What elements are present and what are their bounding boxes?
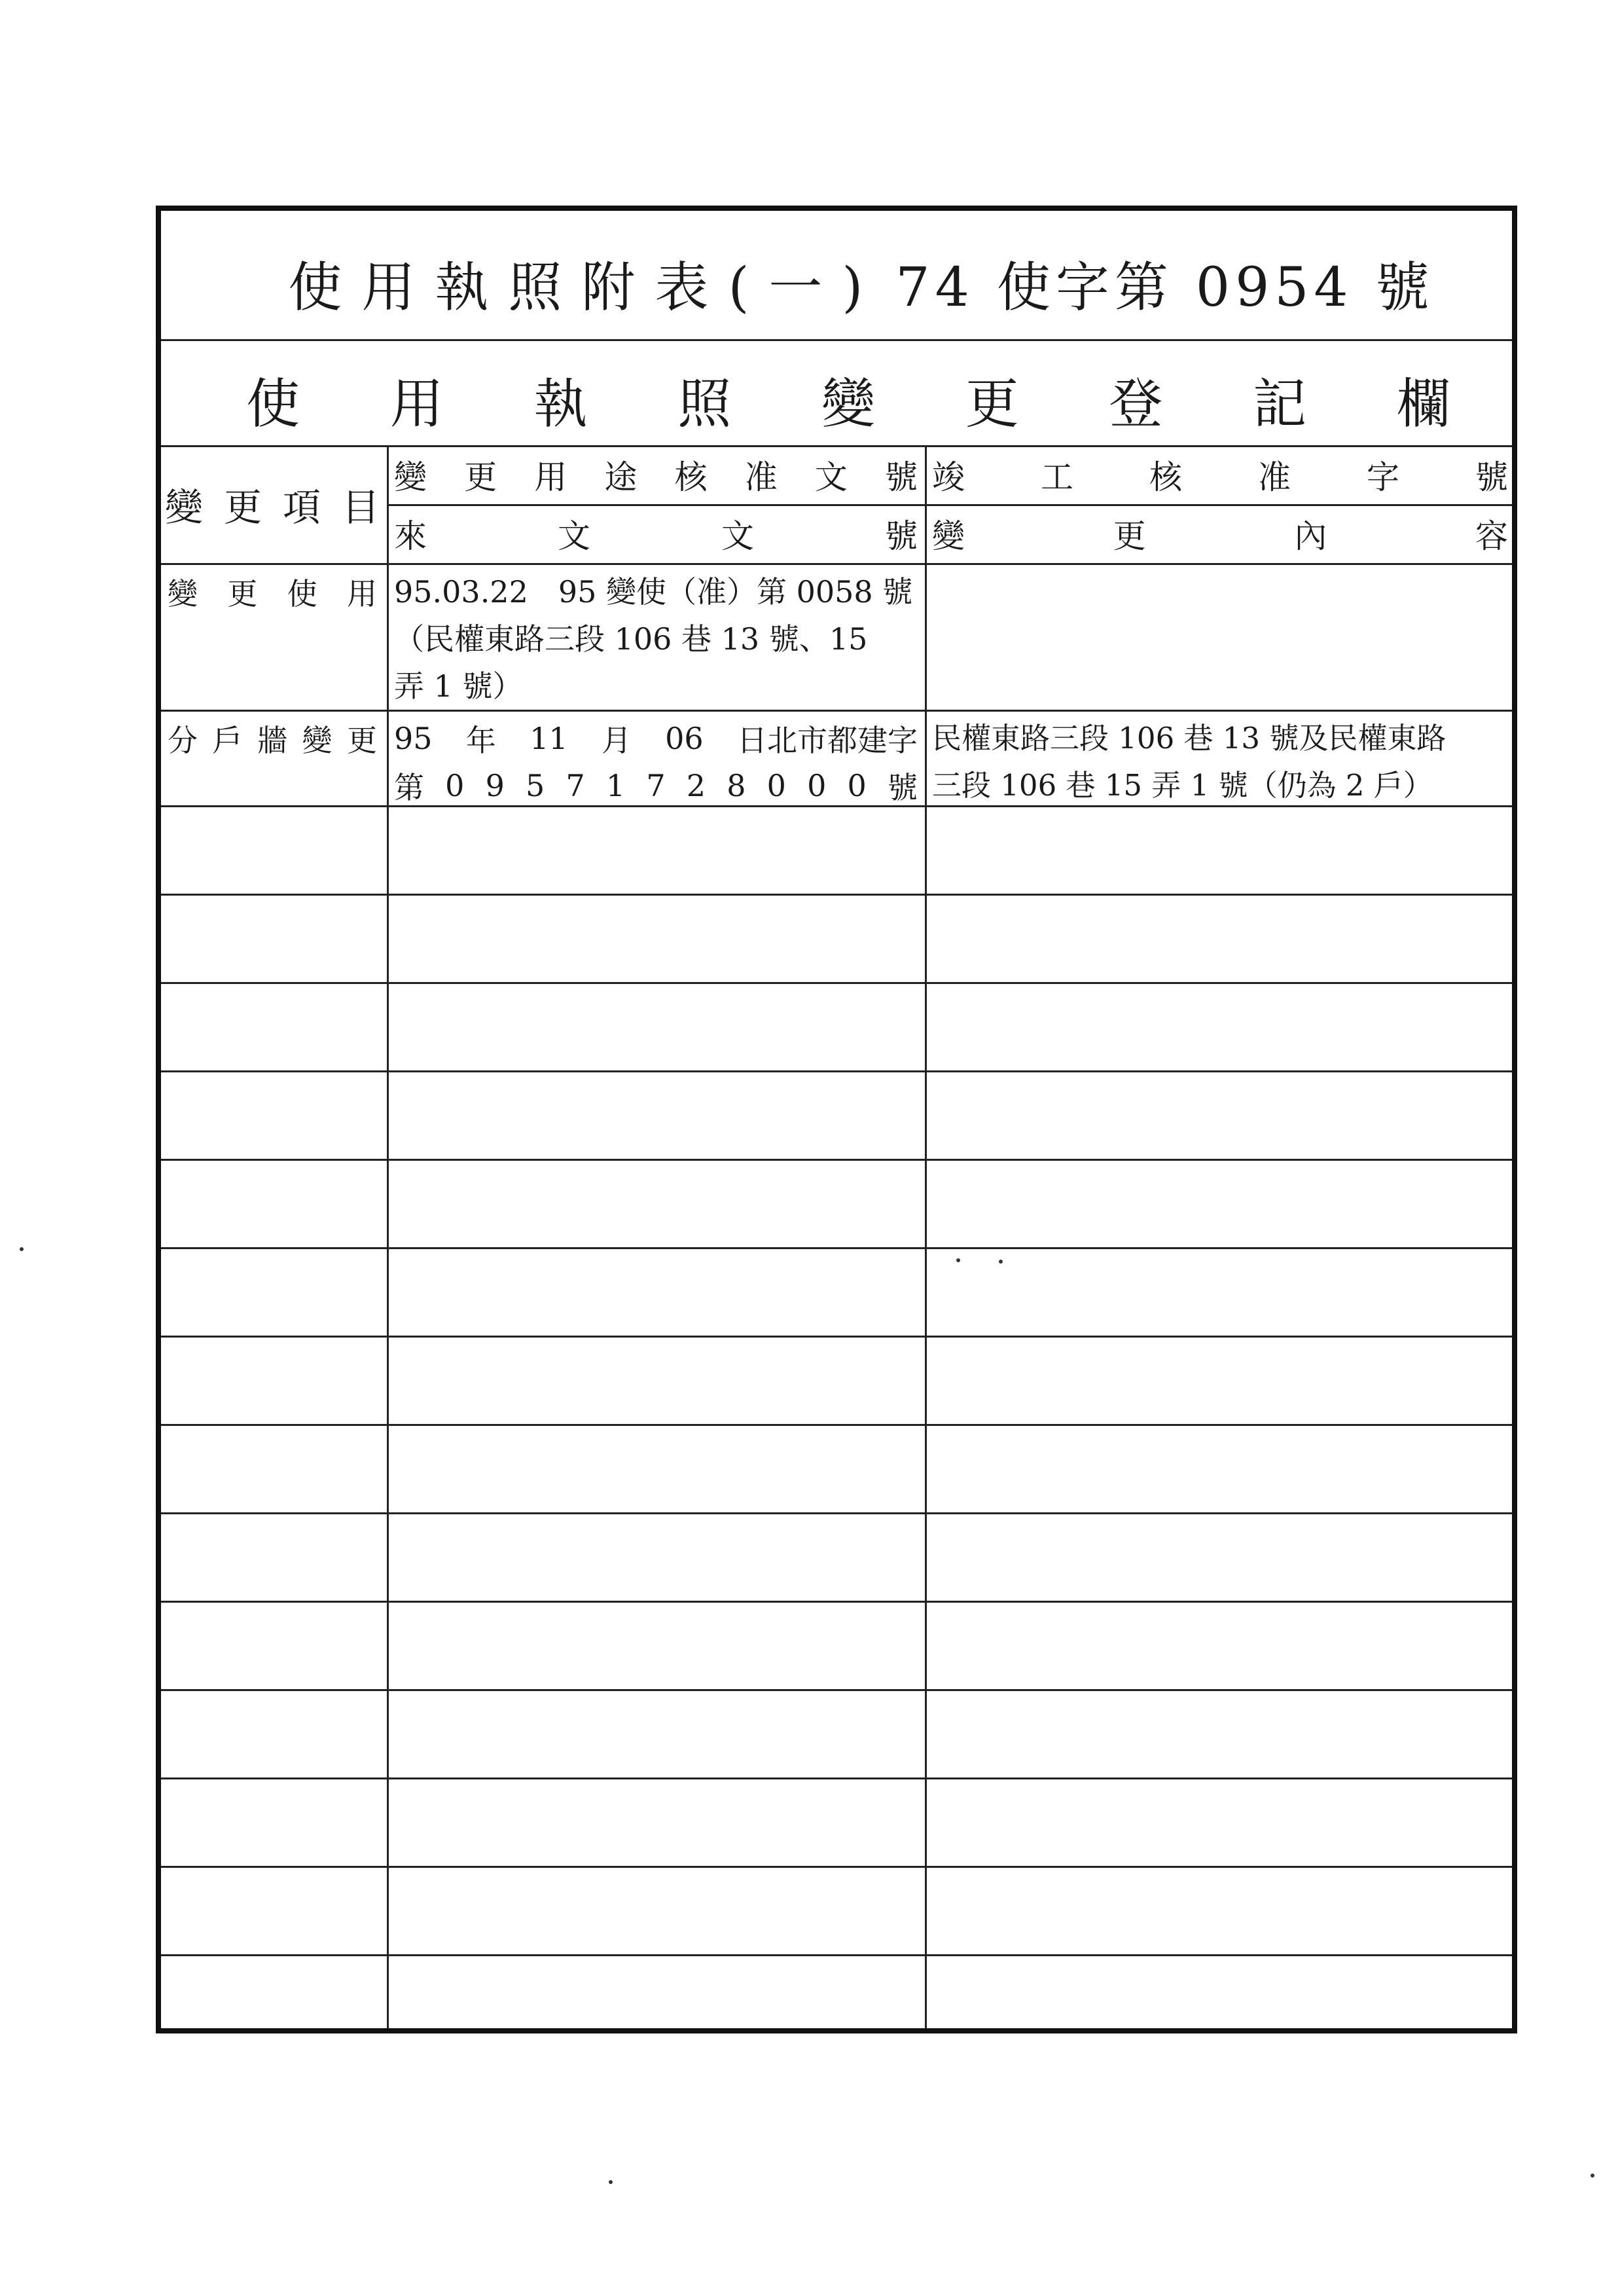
empty-row-divider: [161, 1601, 1512, 1603]
form-subtitle: [246, 354, 1450, 445]
subtitle-char: 使: [246, 373, 300, 435]
empty-row-divider: [161, 1689, 1512, 1691]
empty-row-divider: [161, 1954, 1512, 1956]
title-char: 照: [508, 256, 582, 319]
empty-row-divider: [161, 1336, 1512, 1338]
row1-divider: [161, 710, 1512, 712]
empty-row-divider: [161, 982, 1512, 984]
empty-row-divider: [161, 1777, 1512, 1779]
row2-document-line2: 第 0 9 5 7 1 7 2 8 0 0 0 號: [394, 768, 918, 805]
title-char: (一): [728, 256, 883, 319]
title-char: 表: [655, 256, 728, 319]
scan-speck: [20, 1247, 24, 1251]
col-divider-2: [925, 445, 927, 2028]
subtitle-char: 記: [1253, 373, 1307, 435]
title-divider: [161, 339, 1512, 341]
subtitle-char: 執: [533, 373, 588, 435]
title-char: 附: [581, 256, 655, 319]
empty-row-divider: [161, 894, 1512, 896]
header-approval-number: 變 更 用 途 核 准 文 號: [394, 458, 918, 496]
subtitle-char: 用: [389, 373, 444, 435]
empty-row-divider: [161, 1070, 1512, 1072]
row2-change-content: 民權東路三段 106 巷 13 號及民權東路 三段 106 巷 15 弄 1 號（仍為 2 戶）: [932, 721, 1447, 803]
col-divider-1: [387, 445, 389, 2028]
header-incoming-number: 來 文 文 號: [394, 517, 918, 555]
form-title: [279, 237, 1444, 329]
empty-row-divider: [161, 1512, 1512, 1514]
row1-item: 變 更 使 用: [168, 576, 377, 611]
empty-row-divider: [161, 1866, 1512, 1868]
title-char: 執: [435, 256, 509, 319]
empty-row-divider: [161, 1247, 1512, 1249]
header-divider: [161, 563, 1512, 565]
empty-row-divider: [161, 1424, 1512, 1426]
header-completion-number: 竣 工 核 准 字 號: [932, 458, 1508, 496]
row2-item: 分 戶 牆 變 更: [168, 723, 377, 758]
title-char: 用: [361, 256, 435, 319]
title-char: 使: [288, 256, 362, 319]
scan-speck: [999, 1260, 1003, 1264]
empty-row-divider: [161, 1159, 1512, 1161]
scan-speck: [609, 2180, 613, 2184]
subtitle-char: 變: [821, 373, 875, 435]
scan-speck: [1591, 2174, 1594, 2178]
row2-divider: [161, 805, 1512, 807]
subtitle-char: 照: [677, 373, 732, 435]
subtitle-char: 欄: [1396, 373, 1450, 435]
license-number: 74 使字第 0954 號: [895, 256, 1435, 319]
subtitle-char: 更: [965, 373, 1019, 435]
header-change-item: 變 更 項 目: [165, 485, 380, 530]
row2-document-line1: 95 年 11 月 06 日北市都建字: [394, 721, 918, 758]
scan-speck: [956, 1258, 960, 1262]
subtitle-char: 登: [1109, 373, 1163, 435]
row1-document-number: 95.03.22 95 變使（准）第 0058 號 （民權東路三段 106 巷 13 號、15 弄 1 號）: [394, 574, 913, 704]
change-registration-form: [156, 206, 1517, 2033]
header-change-content: 變 更 內 容: [932, 517, 1508, 555]
